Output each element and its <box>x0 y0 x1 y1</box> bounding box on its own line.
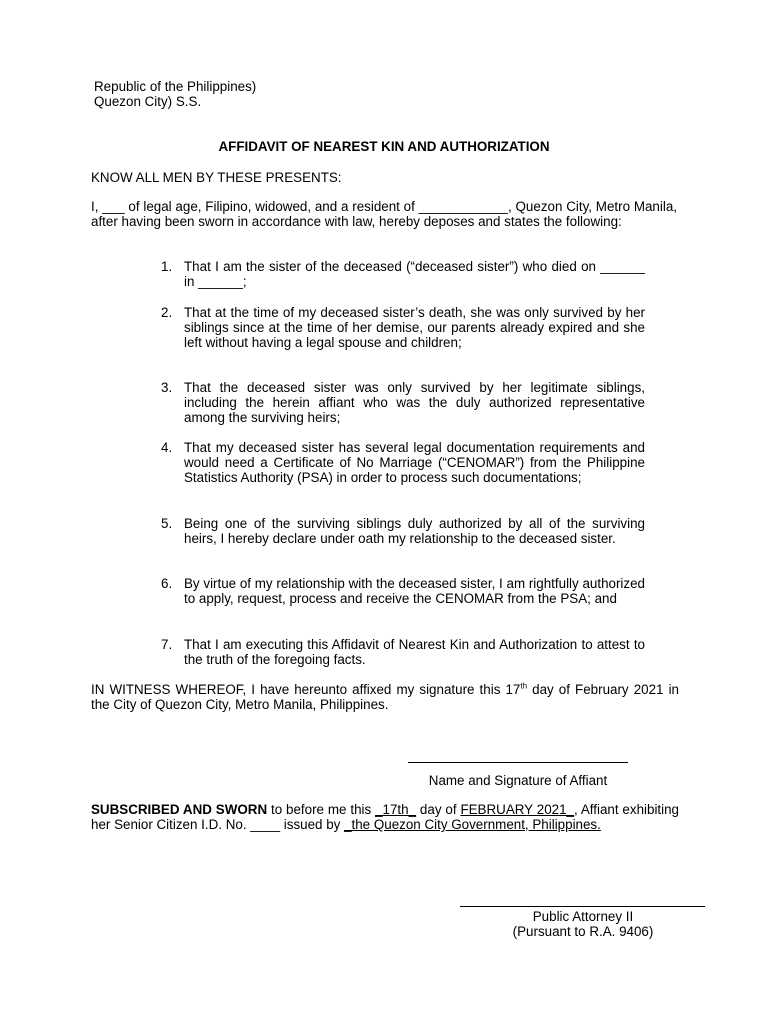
attorney-block <box>478 909 688 939</box>
affiant-signature-label: Name and Signature of Affiant <box>428 773 608 788</box>
witness-text-end: day of February 2021 in the City of Quezon City, Metro Manila, Philippines. <box>91 682 679 713</box>
item-text: By virtue of my relationship with the deceased sister, I am rightfully authorized to apply, request, process and receive the CENOMAR from the PSA; and <box>184 576 645 607</box>
jurat-text: to before me this <box>267 802 376 817</box>
item-number: 2. <box>161 305 173 320</box>
opening-paragraph: I, ___ of legal age, Filipino, widowed, and a resident of ____________, Quezon City, Metro Manila, after having been sworn in accordance with law, hereby deposes and states the following: <box>91 199 677 230</box>
item-number: 5. <box>161 516 173 531</box>
jurat-month: FEBRUARY 2021_ <box>460 802 574 817</box>
jurat-paragraph <box>91 802 679 832</box>
item-text: That at the time of my deceased sister’s death, she was only survived by her siblings since at the time of her demise, our parents already expired and she left without having a legal spouse and children; <box>184 305 645 351</box>
item-text: That I am executing this Affidavit of Nearest Kin and Authorization to attest to the truth of the foregoing facts. <box>184 637 645 668</box>
item-number: 6. <box>161 576 173 591</box>
item-number: 3. <box>161 380 173 395</box>
item-text: That I am the sister of the deceased (“deceased sister”) who died on ______ in ______; <box>184 259 645 290</box>
attorney-title: Public Attorney II <box>532 909 634 924</box>
jurat-issuer: _the Quezon City Government, Philippines. <box>344 817 601 833</box>
witness-paragraph <box>91 682 679 712</box>
venue-header <box>94 79 394 109</box>
item-number: 4. <box>161 440 173 455</box>
witness-ordinal-suffix: th <box>520 681 528 691</box>
item-number: 1. <box>161 259 173 274</box>
item-text: That my deceased sister has several legal documentation requirements and would need a Certificate of No Marriage (“CENOMAR”) from the Philippine Statistics Authority (PSA) in order to process such documentations; <box>184 440 645 486</box>
affiant-signature-line <box>408 762 628 763</box>
item-text: Being one of the surviving siblings duly authorized by all of the surviving heirs, I hereby declare under oath my relationship to the deceased sister. <box>184 516 645 547</box>
attorney-signature-line <box>460 906 705 907</box>
jurat-heading: SUBSCRIBED AND SWORN <box>91 802 268 817</box>
document-title: AFFIDAVIT OF NEAREST KIN AND AUTHORIZATION <box>218 139 550 154</box>
jurat-text: day of <box>416 802 461 817</box>
venue-line-republic: Republic of the Philippines) <box>94 79 257 94</box>
witness-text-start: IN WITNESS WHEREOF, I have hereunto affixed my signature this 17 <box>91 682 521 697</box>
attorney-authority: (Pursuant to R.A. 9406) <box>512 924 654 940</box>
intro-line: KNOW ALL MEN BY THESE PRESENTS: <box>91 170 342 185</box>
jurat-text: , Affiant exhibiting her Senior Citizen I.D. No. ____ issued by <box>91 802 680 833</box>
jurat-day: _17th_ <box>375 802 417 817</box>
venue-line-city: Quezon City) S.S. <box>94 94 202 110</box>
item-number: 7. <box>161 637 173 652</box>
item-text: That the deceased sister was only survived by her legitimate siblings, including the herein affiant who was the duly authorized representative among the surviving heirs; <box>184 380 645 426</box>
